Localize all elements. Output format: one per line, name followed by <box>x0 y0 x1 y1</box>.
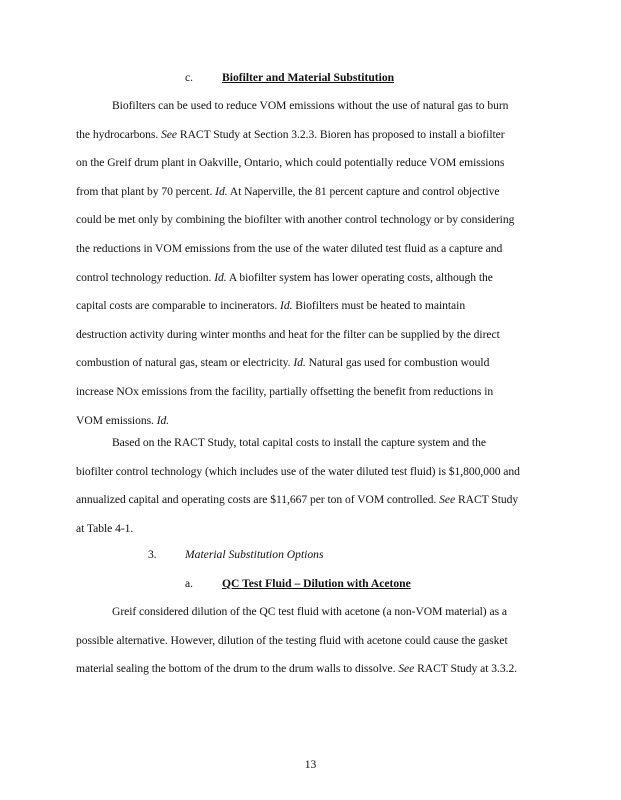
section-3-title: Material Substitution Options <box>185 548 324 561</box>
text-line <box>76 385 493 399</box>
section-3-number: 3. <box>148 548 157 561</box>
text-line <box>76 662 517 676</box>
text-run: Biofilters must be heated to maintain <box>292 299 466 313</box>
citation-signal: Id. <box>280 299 293 313</box>
text-line <box>76 299 465 313</box>
text-run: Biofilters can be used to reduce VOM emissions without the use of natural gas to burn <box>112 99 509 112</box>
text-run: biofilter control technology (which includes use of the water diluted test fluid) is $1,800,000 and <box>76 464 520 478</box>
text-run: Based on the RACT Study, total capital costs to install the capture system and the <box>112 436 486 449</box>
text-line <box>76 634 508 648</box>
section-c-title: Biofilter and Material Substitution <box>222 71 395 84</box>
text-run: annualized capital and operating costs are $11,667 per ton of VOM controlled. <box>76 493 440 507</box>
text-run: the reductions in VOM emissions from the use of the water diluted test fluid as a capture and <box>76 242 503 255</box>
text-run: destruction activity during winter months and heat for the filter can be supplied by the direct <box>76 327 500 341</box>
text-run: At Naperville, the 81 percent capture and control objective <box>227 184 500 198</box>
text-run: RACT Study at Section 3.2.3. Bioren has proposed to install a biofilter <box>177 127 505 141</box>
text-line <box>76 356 489 370</box>
text-line <box>76 213 514 227</box>
section-c-number: c. <box>185 71 194 84</box>
text-run: material sealing the bottom of the drum to the drum walls to dissolve. <box>76 662 399 676</box>
text-run: increase NOx emissions from the facility, partially offsetting the benefit from reductions in <box>76 385 494 398</box>
text-line <box>76 128 505 142</box>
citation-signal: Id. <box>293 356 306 370</box>
citation-signal: See <box>398 662 415 676</box>
section-a-number: a. <box>185 577 194 590</box>
section-a-title: QC Test Fluid – Dilution with Acetone <box>222 577 411 590</box>
text-line <box>76 271 493 285</box>
text-run: RACT Study at 3.3.2. <box>414 662 518 676</box>
text-line <box>76 414 169 428</box>
text-line <box>112 605 507 619</box>
text-run: at Table 4-1. <box>76 521 134 535</box>
text-run: VOM emissions. <box>76 413 157 427</box>
text-run: RACT Study <box>455 493 519 507</box>
text-run: on the Greif drum plant in Oakville, Ontario, which could potentially reduce VOM emissions <box>76 156 505 170</box>
text-line <box>76 465 520 479</box>
text-run: control technology reduction. <box>76 270 215 284</box>
text-run: A biofilter system has lower operating costs, although the <box>226 270 493 284</box>
text-run: the hydrocarbons. <box>76 127 162 141</box>
text-line <box>76 493 518 507</box>
text-run: Greif considered dilution of the QC test fluid with acetone (a non-VOM material) as a <box>112 605 507 618</box>
text-run: combustion of natural gas, steam or electricity. <box>76 356 294 370</box>
citation-signal: See <box>439 493 456 507</box>
citation-signal: Id. <box>214 270 227 284</box>
text-line <box>76 522 133 536</box>
citation-signal: Id. <box>215 184 228 198</box>
text-line <box>76 156 504 170</box>
citation-signal: Id. <box>156 413 170 427</box>
text-run: capital costs are comparable to incinerators. <box>76 299 281 313</box>
text-line <box>112 436 486 450</box>
text-line <box>112 99 508 113</box>
text-run: possible alternative. However, dilution of the testing fluid with acetone could cause the gasket <box>76 633 508 647</box>
text-line <box>76 185 499 199</box>
text-run: could be met only by combining the biofilter with another control technology or by considering <box>76 213 515 227</box>
citation-signal: See <box>161 127 178 141</box>
text-run: Natural gas used for combustion would <box>305 356 490 370</box>
text-line <box>76 328 500 342</box>
page-number: 13 <box>304 758 317 771</box>
text-run: from that plant by 70 percent. <box>76 184 216 198</box>
text-line <box>76 242 502 256</box>
